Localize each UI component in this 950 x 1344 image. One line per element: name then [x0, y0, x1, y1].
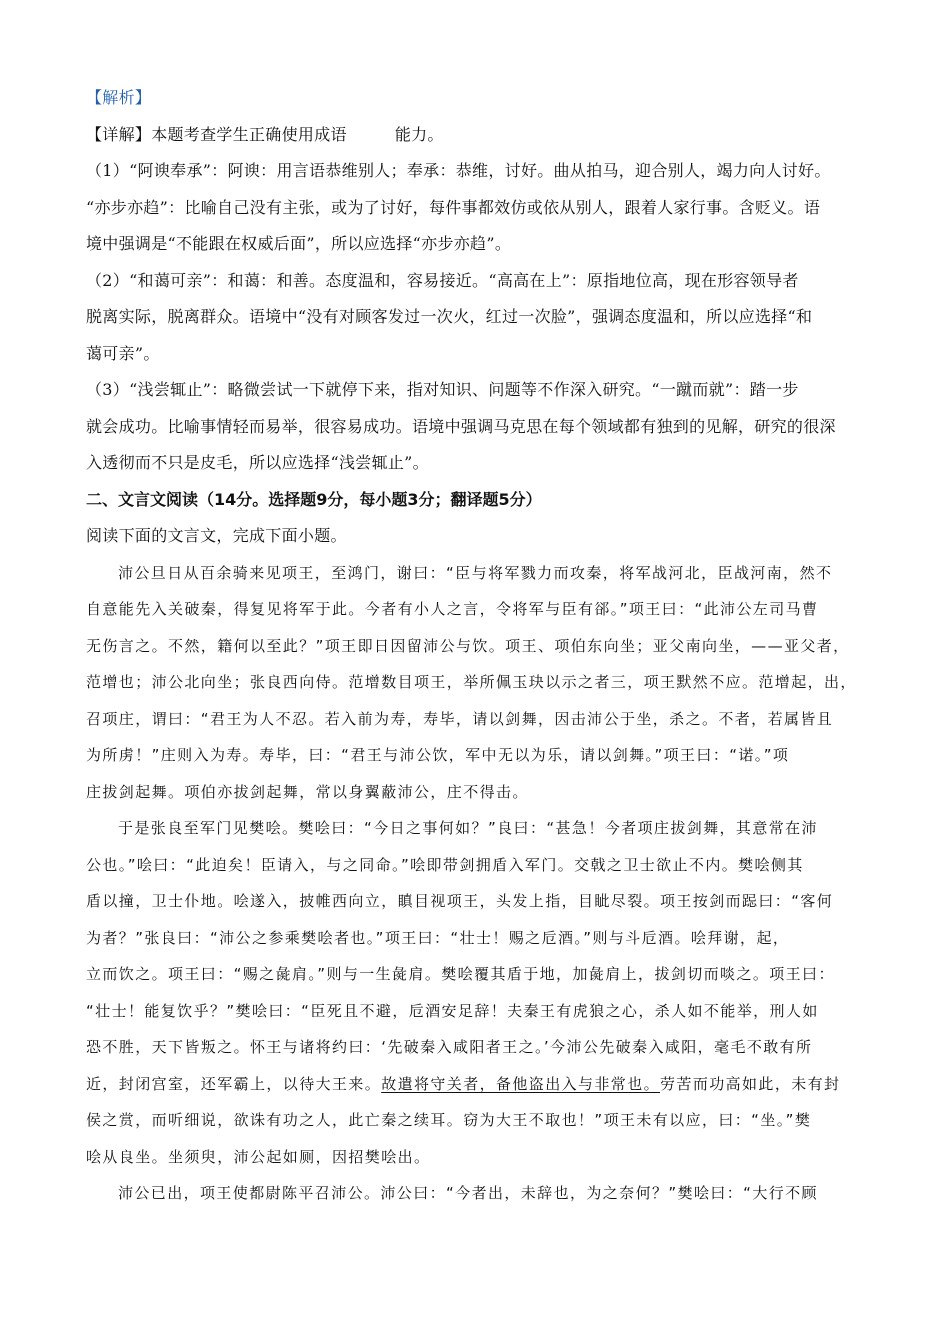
passage-line: 沛公已出，项王使都尉陈平召沛公。沛公曰：“今者出，未辞也，为之奈何？”樊哙曰：“大行不顾: [118, 1184, 818, 1202]
detail-suffix: 能力。: [394, 124, 444, 144]
passage-line: 自意能先入关破秦，得复见将军于此。今者有小人之言，令将军与臣有郤。”项王曰：“此沛公左司马曹: [86, 600, 819, 618]
passage-line: 范增也；沛公北向坐；张良西向侍。范增数目项王，举所佩玉玦以示之者三，项王默然不应。范增起，出，: [86, 673, 857, 691]
analysis-line: 就会成功。比喻事情轻而易举，很容易成功。语境中强调马克思在每个领域都有独到的见解，研究的很深: [86, 416, 836, 436]
passage-line: “壮士！能复饮乎？”樊哙曰：“臣死且不避，卮酒安足辞！夫秦王有虎狼之心，杀人如不能举，刑人如: [86, 1001, 819, 1020]
passage-line: 哙从良坐。坐须臾，沛公起如厕，因招樊哙出。: [86, 1147, 431, 1166]
analysis-line: 入透彻而不只是皮毛，所以应选择“浅尝辄止”。: [86, 453, 429, 472]
passage-line: 为者？”张良曰：“沛公之参乘樊哙者也。”项王曰：“壮士！赐之卮酒。”则与斗卮酒。哙拜谢，起，: [86, 928, 790, 947]
document-page: [86, 80, 866, 1212]
passage-segment: 近，封闭宫室，还军霸上，以待大王来。: [86, 1074, 382, 1093]
analysis-line: （1）“阿谀奉承”：阿谀：用言语恭维别人；奉承：恭维，讨好。曲从拍马，迎合别人，竭力向人讨好。: [86, 161, 831, 180]
analysis-line: “亦步亦趋”：比喻自己没有主张，或为了讨好，每件事都效仿或依从别人，跟着人家行事。含贬义。语: [86, 197, 821, 217]
detail-line: [86, 117, 866, 154]
analysis-line: 境中强调是“不能跟在权威后面”，所以应选择“亦步亦趋”。: [86, 234, 512, 253]
passage-line: 无伤言之。不然，籍何以至此？”项王即日因留沛公与饮。项王、项伯东向坐；亚父南向坐，——亚父者，: [86, 636, 850, 655]
passage-line: 侯之赏，而听细说，欲诛有功之人，此亡秦之续耳。窃为大王不取也！”项王未有以应，曰：“坐。”樊: [86, 1111, 812, 1129]
passage-line: 沛公旦日从百余骑来见项王，至鸿门，谢曰：“臣与将军戮力而攻秦，将军战河北，臣战河南，然不: [118, 563, 833, 582]
instruction-text: 阅读下面的文言文，完成下面小题。: [86, 526, 347, 545]
passage-paragraph-3: [86, 1175, 866, 1212]
analysis-line: 脱离实际，脱离群众。语境中“没有对顾客发过一次火，红过一次脸”，强调态度温和，所以应选择“和: [86, 307, 813, 326]
jiexi-tag: 【解析】: [86, 88, 152, 107]
passage-line: 召项庄，谓曰：“君王为人不忍。若入前为寿，寿毕，请以剑舞，因击沛公于坐，杀之。不者，若属皆且: [86, 709, 834, 728]
detail-prefix: 【详解】本题考查学生正确使用成语: [86, 124, 347, 144]
passage-segment: 劳苦而功高如此，未有封: [660, 1074, 841, 1093]
passage-line: 立而饮之。项王曰：“赐之彘肩。”则与一生彘肩。樊哙覆其盾于地，加彘肩上，拔剑切而啖之。项王曰：: [86, 965, 835, 983]
jiexi-heading: [86, 80, 866, 117]
passage-line: 为所虏！”庄则入为寿。寿毕，曰：“君王与沛公饮，军中无以为乐，请以剑舞。”项王曰：“诺。”项: [86, 746, 790, 764]
passage-line: 公也。”哙曰：“此迫矣！臣请入，与之同命。”哙即带剑拥盾入军门。交戟之卫士欲止不内。樊哙侧其: [86, 855, 804, 874]
analysis-line: （2）“和蔼可亲”：和蔼：和善。态度温和，容易接近。“高高在上”：原指地位高，现在形容领导者: [86, 270, 799, 290]
underlined-sentence: 故遣将守关者，备他盗出入与非常也。: [381, 1074, 661, 1093]
passage-line: 盾以撞，卫士仆地。哙遂入，披帷西向立，瞋目视项王，头发上指，目眦尽裂。项王按剑而跽曰：“客何: [86, 892, 834, 910]
passage-paragraph-2: [86, 810, 866, 1175]
passage-line: 恐不胜，天下皆叛之。怀王与诸将约曰：‘先破秦入咸阳者王之。’今沛公先破秦入咸阳，毫毛不敢有所: [86, 1038, 813, 1056]
analysis-block: [86, 153, 866, 482]
section-title: 二、文言文阅读（14分。选择题9分，每小题3分；翻译题5分）: [86, 489, 542, 509]
analysis-line: （3）“浅尝辄止”：略微尝试一下就停下来，指对知识、问题等不作深入研究。“一蹴而就”：踏一步: [86, 380, 799, 399]
passage-line: 庄拔剑起舞。项伯亦拔剑起舞，常以身翼蔽沛公，庄不得击。: [86, 782, 529, 801]
analysis-line: 蔼可亲”。: [86, 343, 160, 363]
passage-line: 于是张良至军门见樊哙。樊哙曰：“今日之事何如？”良曰：“甚急！今者项庄拔剑舞，其意常在沛: [118, 819, 818, 837]
passage-paragraph-1: [86, 555, 866, 811]
passage-line-with-underline: [86, 1066, 866, 1103]
